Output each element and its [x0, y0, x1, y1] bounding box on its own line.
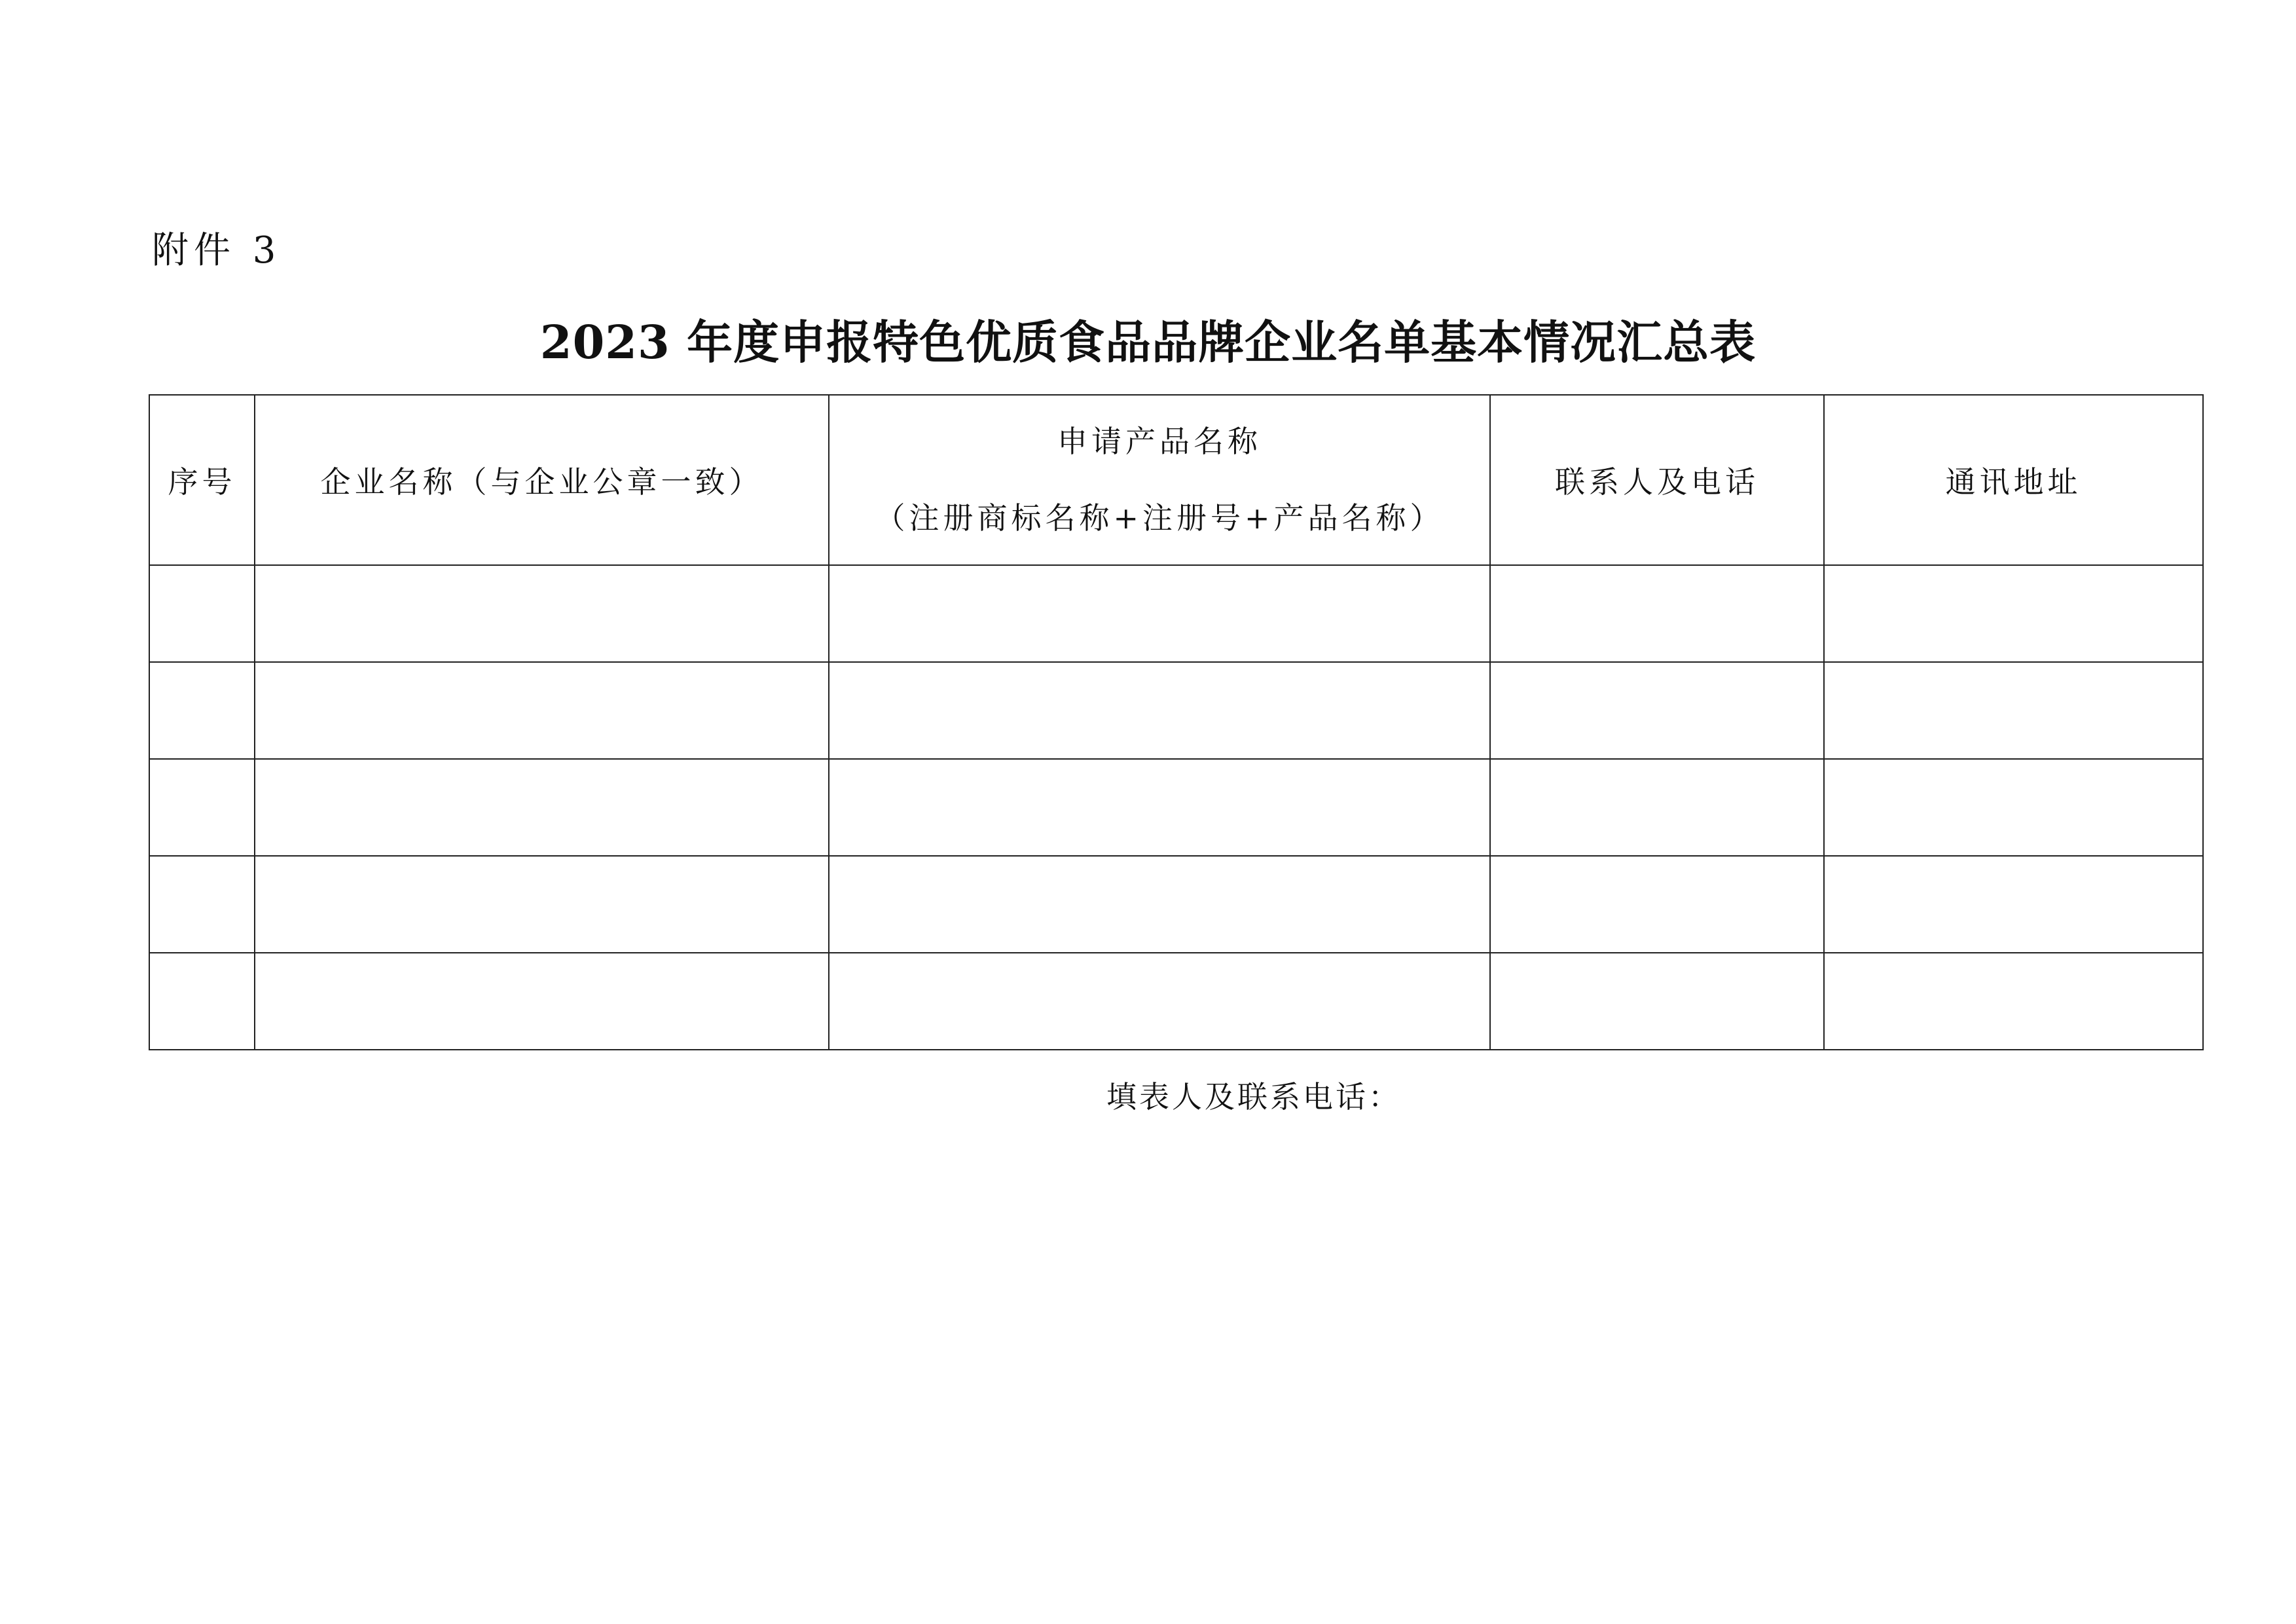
cell-company-name[interactable]	[255, 759, 829, 856]
table-row	[149, 662, 2203, 759]
cell-address[interactable]	[1824, 953, 2203, 1050]
cell-index[interactable]	[149, 565, 255, 662]
header-contact-phone: 联系人及电话	[1490, 395, 1824, 565]
header-product-name	[829, 395, 1490, 565]
cell-product-name[interactable]	[829, 856, 1490, 953]
cell-address[interactable]	[1824, 856, 2203, 953]
header-index: 序号	[149, 395, 255, 565]
header-address: 通讯地址	[1824, 395, 2203, 565]
cell-contact-phone[interactable]	[1490, 856, 1824, 953]
cell-product-name[interactable]	[829, 953, 1490, 1050]
cell-company-name[interactable]	[255, 662, 829, 759]
cell-address[interactable]	[1824, 565, 2203, 662]
cell-contact-phone[interactable]	[1490, 565, 1824, 662]
cell-contact-phone[interactable]	[1490, 662, 1824, 759]
table-header-row	[149, 395, 2203, 565]
cell-company-name[interactable]	[255, 856, 829, 953]
cell-product-name[interactable]	[829, 662, 1490, 759]
cell-product-name[interactable]	[829, 759, 1490, 856]
header-product-name-line2: （注册商标名称+注册号+产品名称）	[875, 500, 1444, 536]
cell-contact-phone[interactable]	[1490, 953, 1824, 1050]
summary-table	[149, 394, 2204, 1050]
cell-index[interactable]	[149, 856, 255, 953]
table-row	[149, 856, 2203, 953]
cell-company-name[interactable]	[255, 565, 829, 662]
table-row	[149, 953, 2203, 1050]
header-product-name-line1: 申请产品名称	[1057, 423, 1262, 459]
header-company-name: 企业名称（与企业公章一致）	[255, 395, 829, 565]
filler-contact-label: 填表人及联系电话：	[1106, 1079, 1401, 1115]
cell-company-name[interactable]	[255, 953, 829, 1050]
cell-index[interactable]	[149, 662, 255, 759]
cell-contact-phone[interactable]	[1490, 759, 1824, 856]
cell-address[interactable]	[1824, 662, 2203, 759]
cell-index[interactable]	[149, 759, 255, 856]
table-row	[149, 759, 2203, 856]
cell-address[interactable]	[1824, 759, 2203, 856]
cell-product-name[interactable]	[829, 565, 1490, 662]
page-title: 2023 年度申报特色优质食品品牌企业名单基本情况汇总表	[539, 315, 1757, 369]
cell-index[interactable]	[149, 953, 255, 1050]
attachment-label: 附件 3	[152, 229, 282, 272]
table-row	[149, 565, 2203, 662]
